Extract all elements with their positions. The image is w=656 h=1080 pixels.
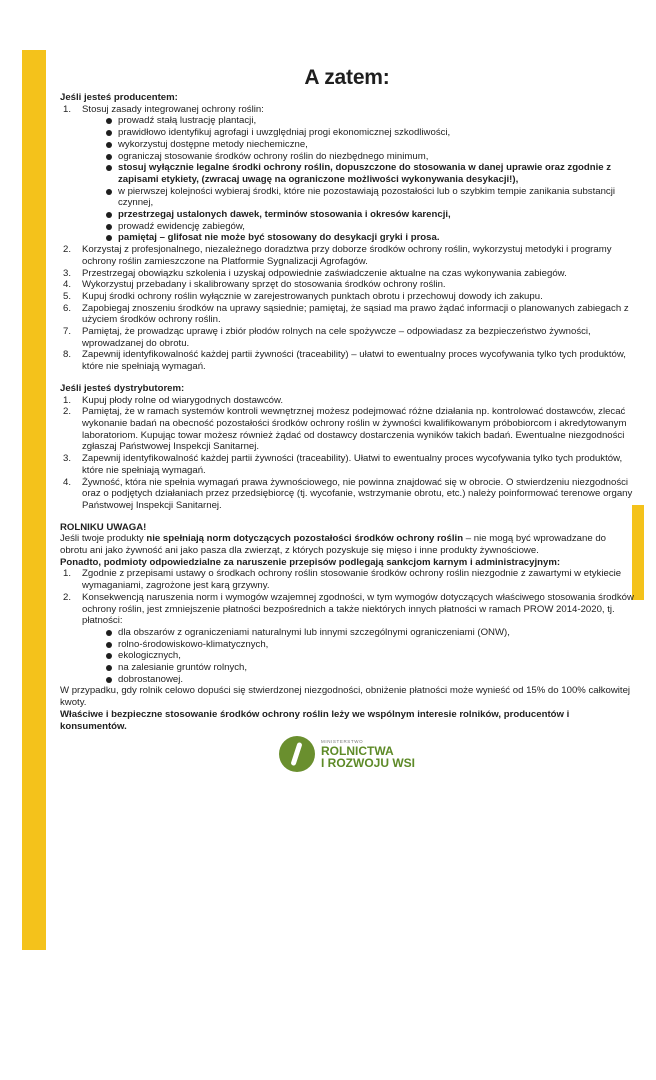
list-number: 7.	[63, 326, 72, 338]
list-item	[60, 453, 634, 476]
producer-section	[60, 92, 634, 373]
bullet-item: przestrzegaj ustalonych dawek, terminów stosowania i okresów karencji,	[82, 209, 634, 221]
list-item: 1. Zgodnie z przepisami ustawy o środkach ochrony roślin stosowanie środków ochrony roślin niezgodnie z zawartymi w etykiecie wymaganiami, zagrożone jest karą grzywny.	[63, 568, 622, 592]
list-item	[60, 279, 634, 291]
list-item	[60, 477, 634, 512]
page-title: A zatem:	[304, 66, 390, 89]
bullet-item: dobrostanowej.	[82, 674, 634, 686]
yellow-side-bar	[22, 50, 46, 950]
sanction-list	[60, 568, 634, 685]
bullet-item: ekologicznych,	[82, 650, 634, 662]
payment-bullet-list	[82, 627, 634, 686]
list-text: Zapewnij identyfikowalność każdej partii żywności (traceability) – ułatwi to ewentualny proces wycofywania tylko tych produktów, które nie spełniają wymagań.	[82, 349, 626, 373]
bullet-item: w pierwszej kolejności wybieraj środki, które nie pozostawiają pozostałości lub o szybkim tempie zanikania substancji czynnej,	[82, 186, 634, 209]
logo-text: MINISTERSTWO ROLNICTWA I ROZWOJU WSI	[321, 739, 415, 771]
list-text: Zapobiegaj znoszeniu środków na uprawy sąsiednie; pamiętaj, że sąsiad ma prawo żądać informacji o planowanych zabiegach z użyciem środków ochrony roślin.	[82, 302, 629, 326]
list-text: Kupuj płody rolne od wiarygodnych dostawców.	[82, 394, 284, 406]
bullet-item: prowadź stałą lustrację plantacji,	[82, 115, 634, 127]
bullet-item: rolno-środowiskowo-klimatycznych,	[82, 639, 634, 651]
list-text: Żywność, która nie spełnia wymagań prawa żywnościowego, nie powinna znajdować się w obrocie. O stwierdzeniu niezgodności oraz o podjętych działaniach przez przedsiębiorcę (tj. wycofanie, wstrzymanie obrotu, etc.) należy poinformować terenowe organy Państwowej Inspekcji Sanitarnej.	[82, 476, 633, 511]
bullet-item: prowadź ewidencję zabiegów,	[82, 221, 634, 233]
farmer-section	[60, 522, 634, 733]
bullet-item: pamiętaj – glifosat nie może być stosowany do desykacji gryki i prosa.	[82, 232, 634, 244]
list-number: 6.	[63, 302, 72, 314]
list-number: 8.	[63, 349, 72, 361]
list-number: 5.	[63, 290, 72, 302]
producer-bullet-list	[82, 115, 634, 244]
list-number: 2.	[63, 244, 72, 256]
list-number: 3.	[63, 267, 72, 279]
list-text: Pamiętaj, że w ramach systemów kontroli wewnętrznej możesz podejmować różne działania np. kontrolować dostawców, zlecać wykonanie badań na obecność pozostałości środków ochrony roślin w żywności kwalifikowanym próbobiorcom i akredytowanym laboratoriom. Kupując towar możesz również żądać od dostawcy dostarczenia wyników takich badań. Ewentualne niezgodności zgłaszaj Państwowej Inspekcji Sanitarnej.	[82, 406, 627, 453]
list-item	[60, 104, 634, 244]
list-text: Wykorzystuj przebadany i skalibrowany sprzęt do stosowania środków ochrony roślin.	[82, 279, 446, 291]
list-text: Korzystaj z profesjonalnego, niezależnego doradztwa przy doborze środków ochrony roślin, wykorzystuj metodyki i programy ochrony roślin zamieszczone na Platformie Sygnalizacji Agrofagów.	[82, 244, 612, 267]
distributor-heading: Jeśli jesteś dystrybutorem:	[60, 382, 185, 394]
final-statement: Właściwe i bezpieczne stosowanie środków ochrony roślin leży we wspólnym interesie rolników, producentów i konsumentów.	[60, 708, 570, 732]
list-text: Zapewnij identyfikowalność każdej partii żywności (traceability). Ułatwi to ewentualny proces wycofywania tylko tych produktów, które nie spełniają wymagań.	[82, 453, 623, 476]
list-number: 1.	[63, 103, 72, 115]
farmer-heading: ROLNIKU UWAGA!	[60, 521, 147, 533]
bullet-item: ograniczaj stosowanie środków ochrony roślin do niezbędnego minimum,	[82, 151, 634, 163]
list-number: 2.	[63, 406, 72, 418]
list-text: Przestrzegaj obowiązku szkolenia i uzyskaj odpowiednie zaświadczenie aktualne na czas wykonywania zabiegów.	[82, 267, 567, 279]
distributor-list	[60, 395, 634, 512]
distributor-section	[60, 383, 634, 512]
farmer-intro: Jeśli twoje produkty nie spełniają norm dotyczących pozostałości środków ochrony roślin – nie mogą być wprowadzane do obrotu ani jako żywność ani jako pasza dla zwierząt, z których pozyskuje się mięso i inne produkty żywnościowe.	[60, 533, 606, 557]
producer-list	[60, 104, 634, 244]
list-item	[60, 291, 634, 303]
list-item	[60, 244, 634, 267]
list-number: 4.	[63, 476, 72, 488]
list-item	[60, 326, 634, 349]
list-item	[60, 406, 634, 453]
list-item	[60, 349, 634, 372]
sanction-statement: Ponadto, podmioty odpowiedzialne za naruszenie przepisów podlegają sankcjom karnym i administracyjnym:	[60, 556, 561, 568]
list-text: Stosuj zasady integrowanej ochrony roślin:	[82, 103, 264, 115]
list-text: Pamiętaj, że prowadząc uprawę i zbiór płodów rolnych na cele spożywcze – odpowiadasz za bezpieczeństwo żywności, wprowadzanej do obrotu.	[82, 326, 591, 349]
list-number: 1.	[63, 394, 72, 406]
bullet-item: prawidłowo identyfikuj agrofagi i uwzględniaj progi ekonomicznej szkodliwości,	[82, 127, 634, 139]
list-number: 4.	[63, 279, 72, 291]
bullet-item: na zalesianie gruntów rolnych,	[82, 662, 634, 674]
list-item	[60, 268, 634, 280]
list-item: 2. Konsekwencją naruszenia norm i wymogów wzajemnej zgodności, w tym wymogów dotyczących właściwego stosowania środków ochrony roślin, jest zmniejszenie płatności bezpośrednich a także niektórych innych płatności w ramach PROW 2014-2020, tj. płatności: dla obszarów z ograniczeniami naturalnymi lub innymi szczególnymi ograniczeniami (ONW), rolno-środowiskowo-klimatycznych, ekologicznych, na zalesianie gruntów rolnych, dobrostanowej.	[63, 591, 634, 685]
list-text: Kupuj środki ochrony roślin wyłącznie w zarejestrowanych punktach obrotu i przechowuj dowody ich zakupu.	[82, 290, 543, 302]
bullet-item: dla obszarów z ograniczeniami naturalnymi lub innymi szczególnymi ograniczeniami (ONW),	[82, 627, 634, 639]
document-body	[60, 66, 634, 772]
producer-heading: Jeśli jesteś producentem:	[60, 92, 178, 103]
producer-list-continued	[60, 244, 634, 373]
ministry-logo	[60, 736, 634, 772]
bullet-item: stosuj wyłącznie legalne środki ochrony roślin, dopuszczone do stosowania w danej uprawie oraz zgodnie z zapisami etykiety, (zwracaj uwagę na ograniczone możliwości wykonywania desykacji!),	[82, 162, 634, 185]
list-item	[60, 303, 634, 326]
bullet-item: wykorzystuj dostępne metody niechemiczne,	[82, 139, 634, 151]
list-item	[60, 395, 634, 407]
closing-text: W przypadku, gdy rolnik celowo dopuści się stwierdzonej niezgodności, obniżenie płatności może wynieść od 15% do 100% całkowitej kwoty.	[60, 685, 631, 709]
wheat-icon	[279, 736, 315, 772]
list-number: 3.	[63, 453, 72, 465]
